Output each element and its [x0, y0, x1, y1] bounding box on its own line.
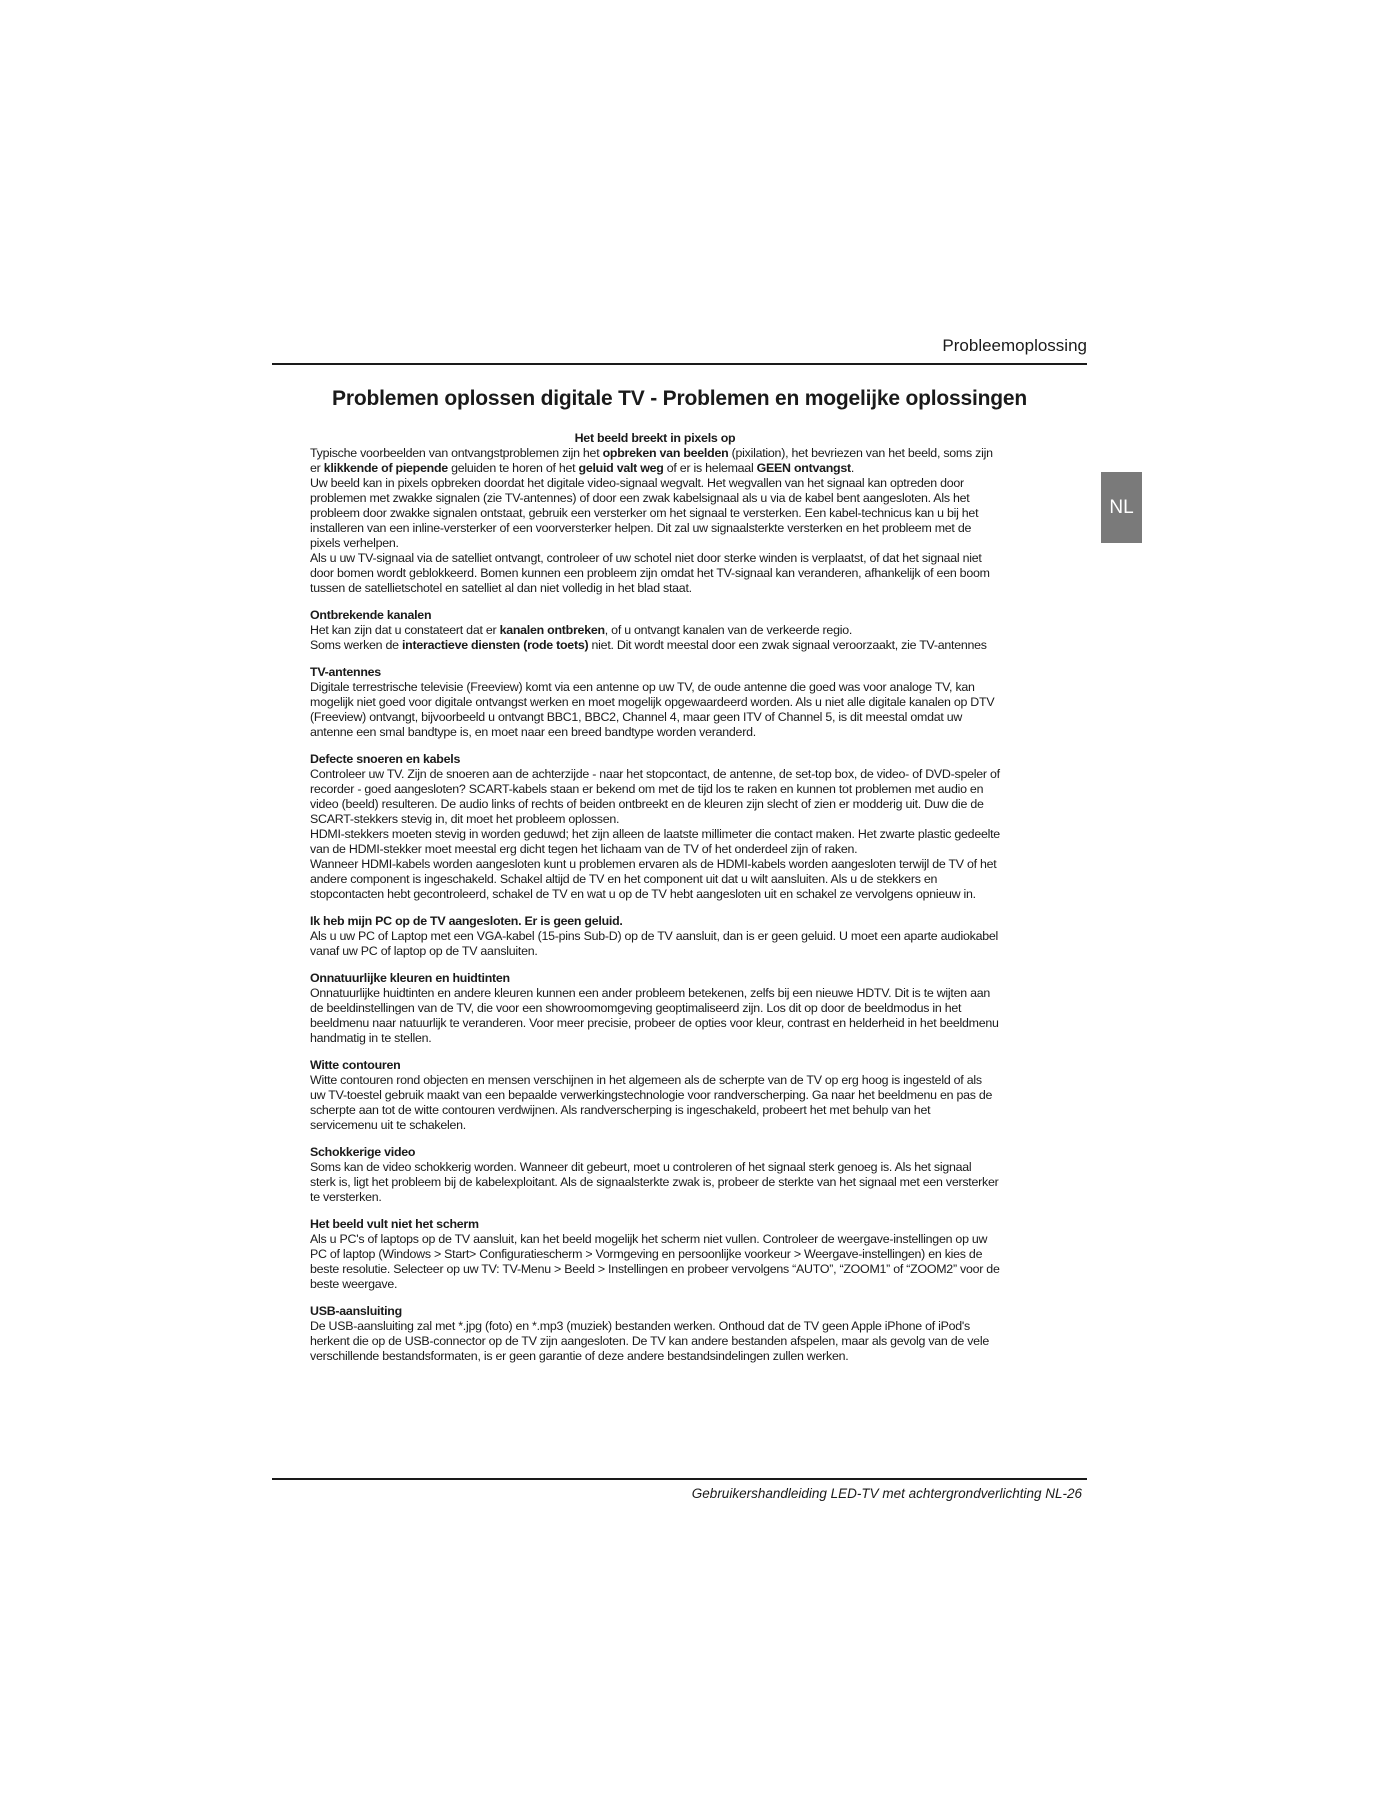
paragraph: De USB-aansluiting zal met *.jpg (foto) en *.mp3 (muziek) bestanden werken. Onthoud dat de TV geen Apple iPhone of iPod's herkent die op de USB-connector op de TV zijn aangesloten. De TV kan andere bestanden afspelen, maar als gevolg van de vele verschillende bestandsformaten, is er geen garantie of deze andere bestandsindelingen zullen werken. [310, 1319, 989, 1363]
paragraph: Wanneer HDMI-kabels worden aangesloten kunt u problemen ervaren als de HDMI-kabels worden aangesloten terwijl de TV of het andere component is ingeschakeld. Schakel altijd de TV en het component uit dat u wilt aansluiten. Als u de stekkers en stopcontacten hebt gecontroleerd, schakel de TV en wat u op de TV hebt aangesloten uit en schakel ze vervolgens opnieuw in. [310, 857, 997, 901]
paragraph: Uw beeld kan in pixels opbreken doordat het digitale video-signaal wegvalt. Het wegvallen van het signaal kan optreden door problemen met zwakke signalen (zie TV-antennes) of door een zwak kabelsignaal als u via de kabel bent aangesloten. Als het probleem door zwakke signalen ontstaat, gebruik een versterker om het signaal te versterken. Een kabel-technicus kan u bij het installeren van een inline-versterker of een voorversterker helpen. Dit zal uw signaalsterkte versterken en het probleem met de pixels verhelpen. [310, 476, 979, 550]
section-white-contours [310, 1058, 1000, 1133]
paragraph: Digitale terrestrische televisie (Freeview) komt via een antenne op uw TV, de oude antenne die goed was voor analoge TV, kan mogelijk niet goed voor digitale ontvangst werken en moet mogelijk opgewaardeerd worden. Als u niet alle digitale kanalen op DTV (Freeview) ontvangt, bijvoorbeeld u ontvangt BBC1, BBC2, Channel 4, maar geen ITV of Channel 5, is dit meestal omdat uw antenne een smal bandtype is, en moet naar een breed bandtype worden veranderd. [310, 680, 995, 739]
section-antennas [310, 665, 1000, 740]
page-title: Problemen oplossen digitale TV - Problemen en mogelijke oplossingen [332, 387, 1027, 410]
section-heading: Het beeld breekt in pixels op [574, 431, 736, 445]
section-heading: TV-antennes [310, 665, 381, 679]
section-usb [310, 1304, 1000, 1364]
section-cables [310, 752, 1000, 902]
footer-divider [272, 1478, 1087, 1480]
paragraph: Als u uw PC of Laptop met een VGA-kabel (15-pins Sub-D) op de TV aansluit, dan is er geen geluid. U moet een aparte audiokabel vanaf uw PC of laptop op de TV aansluiten. [310, 929, 999, 958]
section-colors [310, 971, 1000, 1046]
section-heading: Ik heb mijn PC op de TV aangesloten. Er is geen geluid. [310, 914, 623, 928]
paragraph: Als u uw TV-signaal via de satelliet ontvangt, controleer of uw schotel niet door sterke winden is verplaatst, of dat het signaal niet door bomen wordt geblokkeerd. Bomen kunnen een probleem zijn omdat het TV-signaal kan veranderen, afhankelijk of een boom tussen de satellietschotel en satelliet al dan niet volledig in het blad staat. [310, 551, 990, 595]
section-heading: Defecte snoeren en kabels [310, 752, 461, 766]
section-heading: Onnatuurlijke kleuren en huidtinten [310, 971, 510, 985]
paragraph: Typische voorbeelden van ontvangstproblemen zijn het opbreken van beelden (pixilation), het bevriezen van het beeld, soms zijn er klikkende of piepende geluiden te horen of het geluid valt weg of er is helemaal GEEN ontvangst. [310, 446, 993, 475]
paragraph: Het kan zijn dat u constateert dat er kanalen ontbreken, of u ontvangt kanalen van de verkeerde regio. [310, 623, 853, 637]
paragraph: Soms kan de video schokkerig worden. Wanneer dit gebeurt, moet u controleren of het signaal sterk genoeg is. Als het signaal sterk is, ligt het probleem bij de kabelexploitant. Als de signaalsterkte zwak is, probeer de sterkte van het signaal met een versterker te versterken. [310, 1160, 999, 1204]
section-label: Probleemoplossing [942, 336, 1087, 355]
section-heading: Schokkerige video [310, 1145, 416, 1159]
section-choppy-video [310, 1145, 1000, 1205]
document-body [310, 431, 1000, 1376]
section-screen-fill [310, 1217, 1000, 1292]
section-heading: Het beeld vult niet het scherm [310, 1217, 479, 1231]
section-pixels [310, 431, 1000, 596]
paragraph: Witte contouren rond objecten en mensen verschijnen in het algemeen als de scherpte van de TV op erg hoog is ingesteld of als uw TV-toestel gebruik maakt van een bepaalde verwerkingstechnologie voor randverscherping. Ga naar het beeldmenu en pas de scherpte aan tot de witte contouren verdwijnen. Als randverscherping is ingeschakeld, probeert het met behulp van het servicemenu uit te schakelen. [310, 1073, 993, 1132]
paragraph: Soms werken de interactieve diensten (rode toets) niet. Dit wordt meestal door een zwak signaal veroorzaakt, zie TV-antennes [310, 638, 987, 652]
language-tab: NL [1101, 472, 1142, 543]
section-missing-channels [310, 608, 1000, 653]
paragraph: Onnatuurlijke huidtinten en andere kleuren kunnen een ander probleem betekenen, zelfs bij een nieuwe HDTV. Dit is te wijten aan de beeldinstellingen van de TV, die voor een showroomomgeving geoptimaliseerd zijn. Los dit op door de beeldmodus in het beeldmenu naar natuurlijk te veranderen. Voor meer precisie, probeer de opties voor kleur, contrast en helderheid in het beeldmenu handmatig in te stellen. [310, 986, 999, 1045]
paragraph: Als u PC's of laptops op de TV aansluit, kan het beeld mogelijk het scherm niet vullen. Controleer de weergave-instellingen op uw PC of laptop (Windows > Start> Configuratiescherm > Vormgeving en persoonlijke voorkeur > Weergave-instellingen) en kies de beste resolutie. Selecteer op uw TV: TV-Menu > Beeld > Instellingen en probeer vervolgens “AUTO”, “ZOOM1” of “ZOOM2” voor de beste weergave. [310, 1232, 1000, 1291]
header-divider [272, 363, 1087, 365]
paragraph: Controleer uw TV. Zijn de snoeren aan de achterzijde - naar het stopcontact, de antenne, de set-top box, de video- of DVD-speler of recorder - goed aangesloten? SCART-kabels staan er bekend om met de tijd los te raken en kunnen tot problemen met audio en video (beeld) resulteren. De audio links of rechts of beiden ontbreekt en de kleuren zijn slecht of zien er modderig uit. Duw die de SCART-stekkers stevig in, dit moet het probleem oplossen. [310, 767, 1000, 826]
section-pc-sound [310, 914, 1000, 959]
section-heading: USB-aansluiting [310, 1304, 402, 1318]
paragraph: HDMI-stekkers moeten stevig in worden geduwd; het zijn alleen de laatste millimeter die contact maken. Het zwarte plastic gedeelte van de HDMI-stekker moet meestal erg dicht tegen het lichaam van de TV of het onderdeel zijn of raken. [310, 827, 1000, 856]
section-heading: Witte contouren [310, 1058, 401, 1072]
section-heading: Ontbrekende kanalen [310, 608, 432, 622]
page-footer: Gebruikershandleiding LED-TV met achtergrondverlichting NL-26 [691, 1486, 1082, 1501]
